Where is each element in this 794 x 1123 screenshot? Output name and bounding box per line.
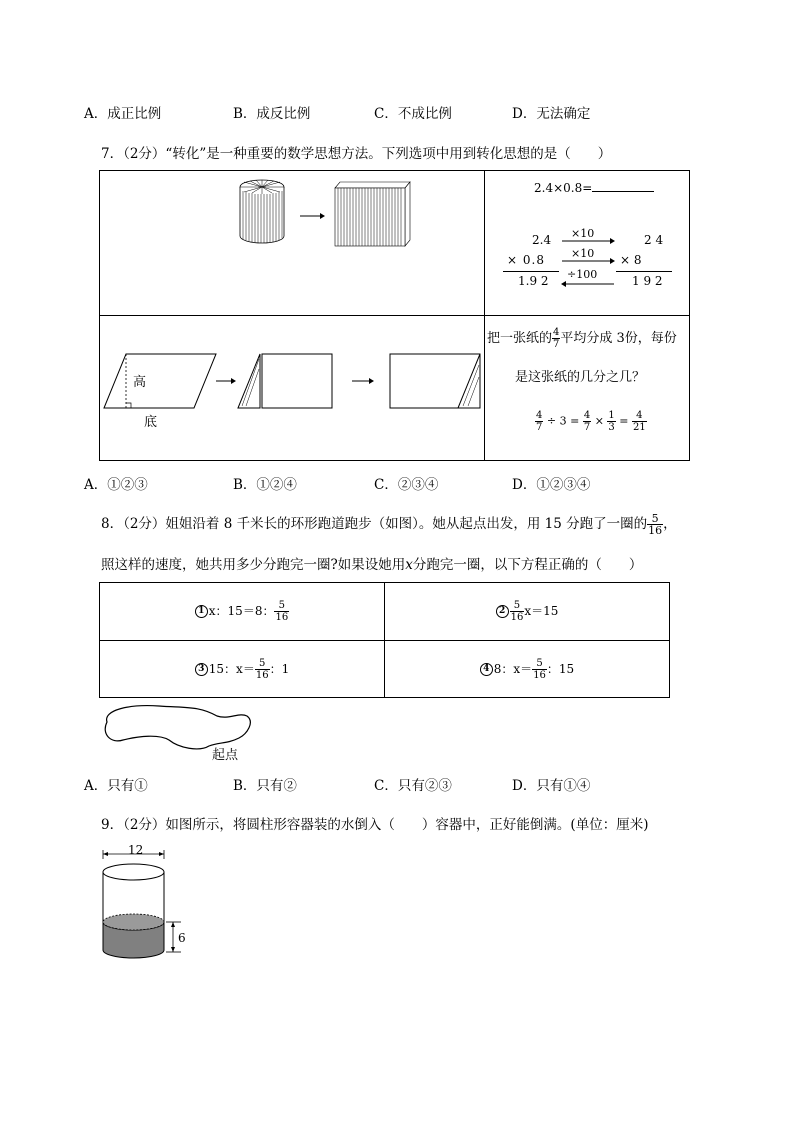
left-row-1: 2.4	[532, 233, 552, 247]
arrow-label-1: ×10	[571, 227, 595, 240]
q8-cell-4: 4 8：x＝ $\frac{5}{16}$ ：15	[385, 641, 670, 698]
cylinder-to-cuboid-figure	[230, 176, 420, 251]
q8-stem-line1: 8．（2分）姐姐沿着 8 千米长的环形跑道跑步（如图）。她从起点出发，用 15 分跑了一圈的 $\frac{5}{16}$ ，	[101, 512, 677, 537]
water-cylinder-figure	[95, 845, 195, 963]
q6-option-a[interactable]: A．成正比例	[84, 106, 162, 122]
base-label: 底	[144, 415, 158, 430]
conversion-arrows	[560, 236, 616, 288]
start-point-label: 起点	[212, 748, 239, 763]
right-row-3: 1 9 2	[632, 274, 663, 288]
arrow-label-3: ÷100	[567, 268, 598, 281]
cell4-line2: 是这张纸的几分之几？	[515, 370, 646, 385]
left-row-3: 1.9 2	[518, 274, 549, 288]
cell4-equation: $\frac{4}{7}$ ÷ 3 = $\frac{4}{7}$ × $\frac{1}{3}$ = $\frac{4}{21}$	[536, 410, 646, 433]
q7-option-a[interactable]: A．①②③	[84, 477, 148, 493]
q8-option-d[interactable]: D．只有①④	[512, 778, 591, 794]
q7-option-b[interactable]: B．①②④	[233, 477, 297, 493]
cell4-line1: 把一张纸的 $\frac{4}{7}$ 平均分成 3份，每份	[487, 327, 677, 350]
height-label: 高	[133, 375, 147, 390]
q8-cell-2: 2 $\frac{5}{16}$ x＝15	[385, 583, 670, 641]
q8-option-b[interactable]: B．只有②	[233, 778, 297, 794]
parallelogram-to-rectangle-figure	[100, 345, 484, 420]
q8-cell-3: 3 15：x＝ $\frac{5}{16}$ ：1	[100, 641, 385, 698]
q8-option-a[interactable]: A．只有①	[84, 778, 148, 794]
q8-option-c[interactable]: C．只有②③	[374, 778, 452, 794]
q6-option-b[interactable]: B．成反比例	[233, 106, 311, 122]
water-height-label: 6	[178, 931, 186, 945]
q8-stem-line2: 照这样的速度，她共用多少分跑完一圈?如果设她用x分跑完一圈，以下方程正确的（ ）	[101, 557, 643, 573]
q6-option-c[interactable]: C．不成比例	[374, 106, 452, 122]
q9-stem: 9．（2分）如图所示，将圆柱形容器装的水倒入（ ）容器中，正好能倒满。(单位：厘米)	[101, 817, 649, 833]
q6-option-d[interactable]: D．无法确定	[512, 106, 591, 122]
q7-option-d[interactable]: D．①②③④	[512, 477, 591, 493]
q7-cell2-expr: 2.4×0.8=	[534, 180, 654, 195]
left-row-2: × 0.8	[507, 253, 545, 267]
q8-equation-table	[99, 582, 670, 698]
arrow-label-2: ×10	[571, 247, 595, 260]
right-row-1: 2 4	[644, 233, 664, 247]
q8-cell-1: 1 x：15＝8： $\frac{5}{16}$	[100, 583, 385, 641]
diameter-label: 12	[128, 843, 144, 857]
q7-stem: 7．（2分）“转化”是一种重要的数学思想方法。下列选项中用到转化思想的是（ ）	[101, 146, 612, 162]
right-row-2: × 8	[620, 253, 642, 267]
q7-option-c[interactable]: C．②③④	[374, 477, 439, 493]
